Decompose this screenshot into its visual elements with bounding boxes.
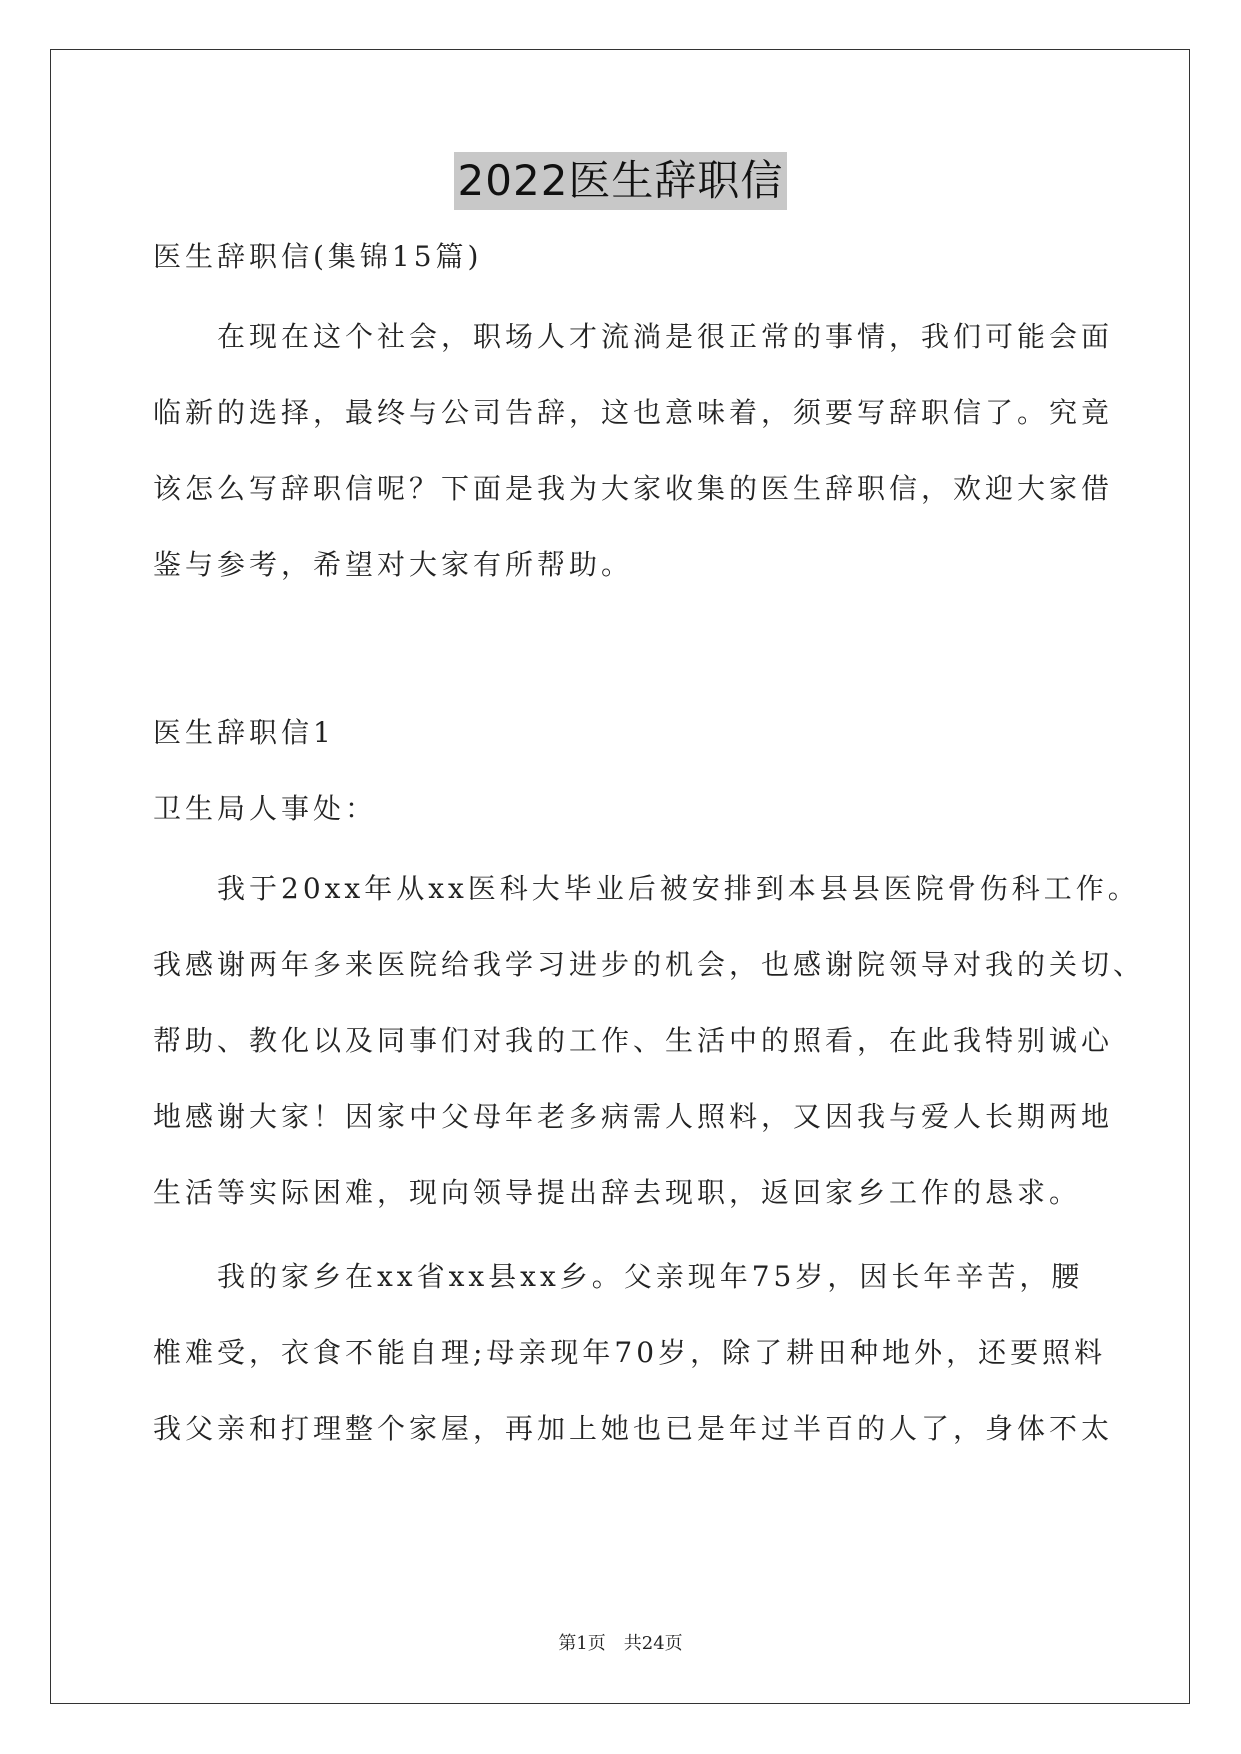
body-line: 该怎么写辞职信呢？下面是我为大家收集的医生辞职信，欢迎大家借 <box>153 472 1114 505</box>
body-line: 生活等实际困难，现向领导提出辞去现职，返回家乡工作的恳求。 <box>153 1176 1082 1209</box>
body-line: 鉴与参考，希望对大家有所帮助。 <box>153 548 634 581</box>
subtitle-line: 医生辞职信(集锦15篇) <box>153 240 483 273</box>
body-line: 我于20xx年从xx医科大毕业后被安排到本县县医院骨伤科工作。 <box>153 872 1140 905</box>
body-line: 我父亲和打理整个家屋，再加上她也已是年过半百的人了，身体不太 <box>153 1412 1114 1445</box>
body-line: 帮助、教化以及同事们对我的工作、生活中的照看，在此我特别诚心 <box>153 1024 1114 1057</box>
body-line: 我的家乡在xx省xx县xx乡。父亲现年75岁，因长年辛苦，腰 <box>153 1260 1084 1293</box>
page-number-footer: 第1页 共24页 <box>558 1633 683 1654</box>
body-line: 椎难受，衣食不能自理;母亲现年70岁，除了耕田种地外，还要照料 <box>153 1336 1107 1369</box>
section-heading: 医生辞职信1 <box>153 716 335 749</box>
document-title: 2022医生辞职信 <box>454 152 788 210</box>
salutation-line: 卫生局人事处： <box>153 792 378 825</box>
body-line: 地感谢大家！因家中父母年老多病需人照料，又因我与爱人长期两地 <box>153 1100 1114 1133</box>
body-line: 我感谢两年多来医院给我学习进步的机会，也感谢院领导对我的关切、 <box>153 948 1146 981</box>
body-line: 临新的选择，最终与公司告辞，这也意味着，须要写辞职信了。究竟 <box>153 396 1114 429</box>
body-line: 在现在这个社会，职场人才流淌是很正常的事情，我们可能会面 <box>153 320 1114 353</box>
title-container <box>0 152 1241 210</box>
